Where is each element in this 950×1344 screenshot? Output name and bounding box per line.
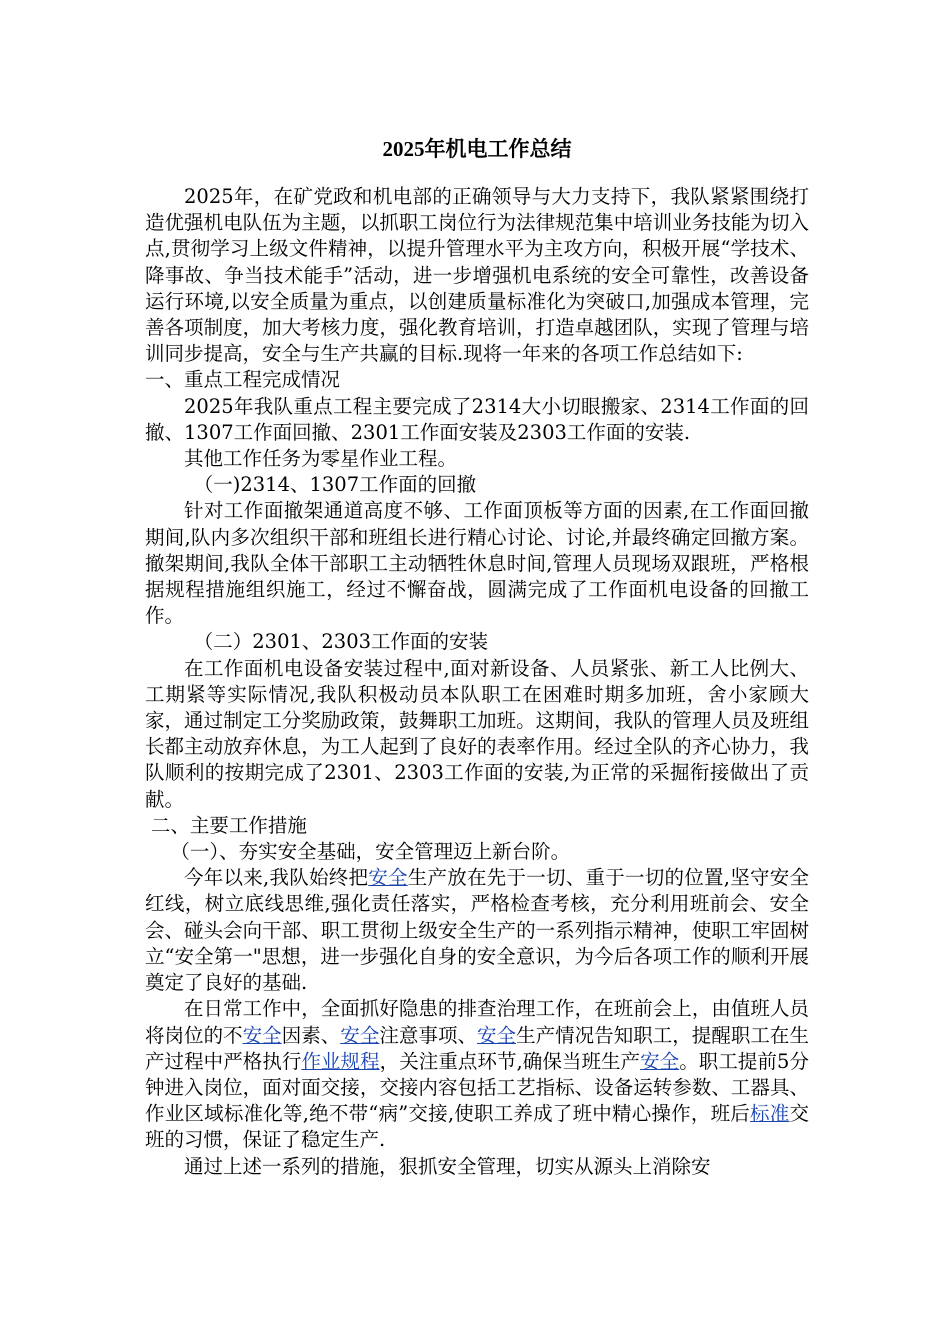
section-1-paragraph-1: 2025年我队重点工程主要完成了2314大小切眼搬家、2314工作面的回撤、1307工作面回撤、2301工作面安装及2303工作面的安装. <box>145 394 809 444</box>
text-run: ，关注重点环节,确保当班生产 <box>379 1049 641 1073</box>
safety-paragraph-2 <box>145 996 809 1153</box>
section-1-subheading-2: （二）2301、2303工作面的安装 <box>193 630 489 654</box>
text-run: 生产放在先于一切、重于一切的位置,坚守安全红线，树立底线思维,强化责任落实，严格检查考核，充分利用班前会、安全会、碰头会向干部、职工贯彻上级安全生产的一系列指示精神，使职工牢固树立“安全第一"思想，进一步强化自身的安全意识，为今后各项工作的顺利开展奠定了良好的基础. <box>145 866 809 995</box>
section-1-sub-1-paragraph: 针对工作面撤架通道高度不够、工作面顶板等方面的因素,在工作面回撤期间,队内多次组织干部和班组长进行精心讨论、讨论,并最终确定回撤方案。撤架期间,我队全体干部职工主动牺牲休息时间,管理人员现场双跟班，严格根据规程措施组织施工，经过不懈奋战，圆满完成了工作面机电设备的回撤工作。 <box>145 499 809 628</box>
work-procedure-link[interactable]: 作业规程 <box>301 1049 380 1073</box>
section-1-heading: 一、重点工程完成情况 <box>145 368 341 392</box>
text-run: 在日常工作中，全面抓好隐患的排查治理工作，在班前会上，由值班人员将岗位的不 <box>145 997 809 1047</box>
document-title: 2025年机电工作总结 <box>382 137 572 161</box>
safety-link[interactable]: 安全 <box>640 1049 680 1073</box>
text-run: 生产情况告知职工，提醒职工在生产过程中严格执行 <box>145 1023 809 1073</box>
text-run: 注意事项、 <box>379 1023 477 1047</box>
text-run: 今年以来,我队始终把 <box>184 866 369 890</box>
standard-link[interactable]: 标准 <box>750 1102 790 1126</box>
safety-paragraph-1 <box>145 865 809 996</box>
safety-link[interactable]: 安全 <box>368 866 408 890</box>
section-1-subheading-1: （一)2314、1307工作面的回撤 <box>193 473 477 497</box>
text-run: 。职工提前5分钟进入岗位，面对面交接，交接内容包括工艺指标、设备运转参数、工器具、作业区域标准化等,绝不带“病”交接,使职工养成了班中精心操作，班后 <box>145 1049 809 1126</box>
section-2-subheading-1: （一）、夯实安全基础，安全管理迈上新台阶。 <box>170 840 571 864</box>
section-1-paragraph-2: 其他工作任务为零星作业工程。 <box>184 447 458 471</box>
intro-paragraph: 2025年，在矿党政和机电部的正确领导与大力支持下，我队紧紧围绕打造优强机电队伍为主题，以抓职工岗位行为法律规范集中培训业务技能为切入点,贯彻学习上级文件精神，以提升管理水平为主攻方向，积极开展“学技术、降事故、争当技术能手”活动，进一步增强机电系统的安全可靠性，改善设备运行环境,以安全质量为重点，以创建质量标准化为突破口,加强成本管理，完善各项制度，加大考核力度，强化教育培训，打造卓越团队，实现了管理与培训同步提高，安全与生产共赢的目标.现将一年来的各项工作总结如下: <box>145 185 809 366</box>
safety-paragraph-3: 通过上述一系列的措施，狠抓安全管理，切实从源头上消除安 <box>184 1154 711 1178</box>
text-run: 交班的习惯，保证了稳定生产. <box>145 1102 809 1152</box>
section-2-heading: 二、主要工作措施 <box>150 813 307 837</box>
safety-link[interactable]: 安全 <box>340 1023 380 1047</box>
safety-link[interactable]: 安全 <box>477 1023 517 1047</box>
document-page <box>145 128 809 1180</box>
safety-link[interactable]: 安全 <box>242 1023 282 1047</box>
text-run: 因素、 <box>281 1023 341 1047</box>
section-1-sub-2-paragraph: 在工作面机电设备安装过程中,面对新设备、人员紧张、新工人比例大、工期紧等实际情况,我队积极动员本队职工在困难时期多加班，舍小家顾大家，通过制定工分奖励政策，鼓舞职工加班。这期间，我队的管理人员及班组长都主动放弃休息，为工人起到了良好的表率作用。经过全队的齐心协力，我队顺利的按期完成了2301、2303工作面的安装,为正常的采掘衔接做出了贡献。 <box>145 656 809 811</box>
